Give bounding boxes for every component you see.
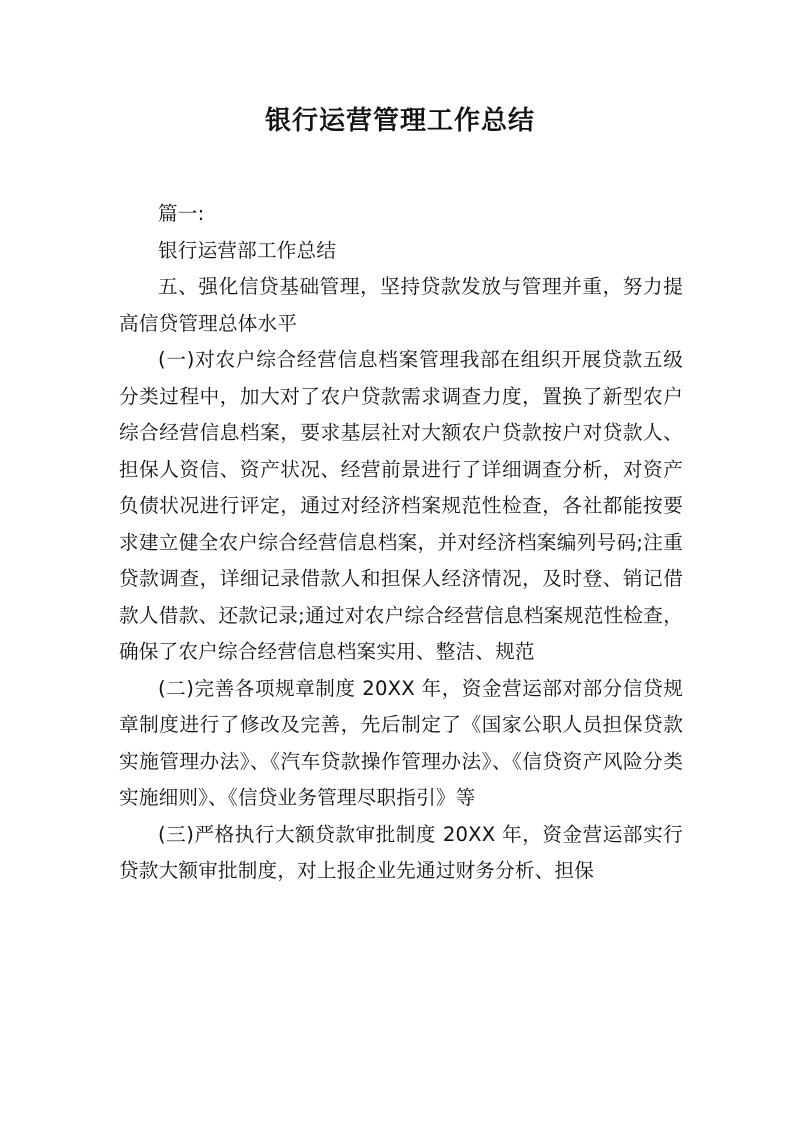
document-body xyxy=(119,196,683,890)
paragraph-heading-five: 五、强化信贷基础管理，坚持贷款发放与管理并重，努力提高信贷管理总体水平 xyxy=(119,275,683,335)
paragraph-item-one: (一)对农户综合经营信息档案管理我部在组织开展贷款五级分类过程中，加大对了农户贷款需求调查力度，置换了新型农户综合经营信息档案，要求基层社对大额农户贷款按户对贷款人、担保人资信、资产状况、经营前景进行了详细调查分析，对资产负债状况进行评定，通过对经济档案规范性检查，各社都能按要求建立健全农户综合经营信息档案，并对经济档案编列号码;注重贷款调查，详细记录借款人和担保人经济情况，及时登、销记借款人借款、还款记录;通过对农户综合经营信息档案规范性检查，确保了农户综合经营信息档案实用、整洁、规范 xyxy=(119,348,683,663)
paragraph-item-two: (二)完善各项规章制度 20XX 年，资金营运部对部分信贷规章制度进行了修改及完善，先后制定了《国家公职人员担保贷款实施管理办法》、《汽车贷款操作管理办法》、《信贷资产风险分类实施细则》、《信贷业务管理尽职指引》等 xyxy=(119,676,683,809)
paragraph-subtitle: 银行运营部工作总结 xyxy=(158,238,337,262)
paragraph-item-three: (三)严格执行大额贷款审批制度 20XX 年，资金营运部实行贷款大额审批制度，对上报企业先通过财务分析、担保 xyxy=(119,822,683,882)
paragraph-section-label: 篇一: xyxy=(158,202,205,225)
document-title: 银行运营管理工作总结 xyxy=(264,106,535,136)
